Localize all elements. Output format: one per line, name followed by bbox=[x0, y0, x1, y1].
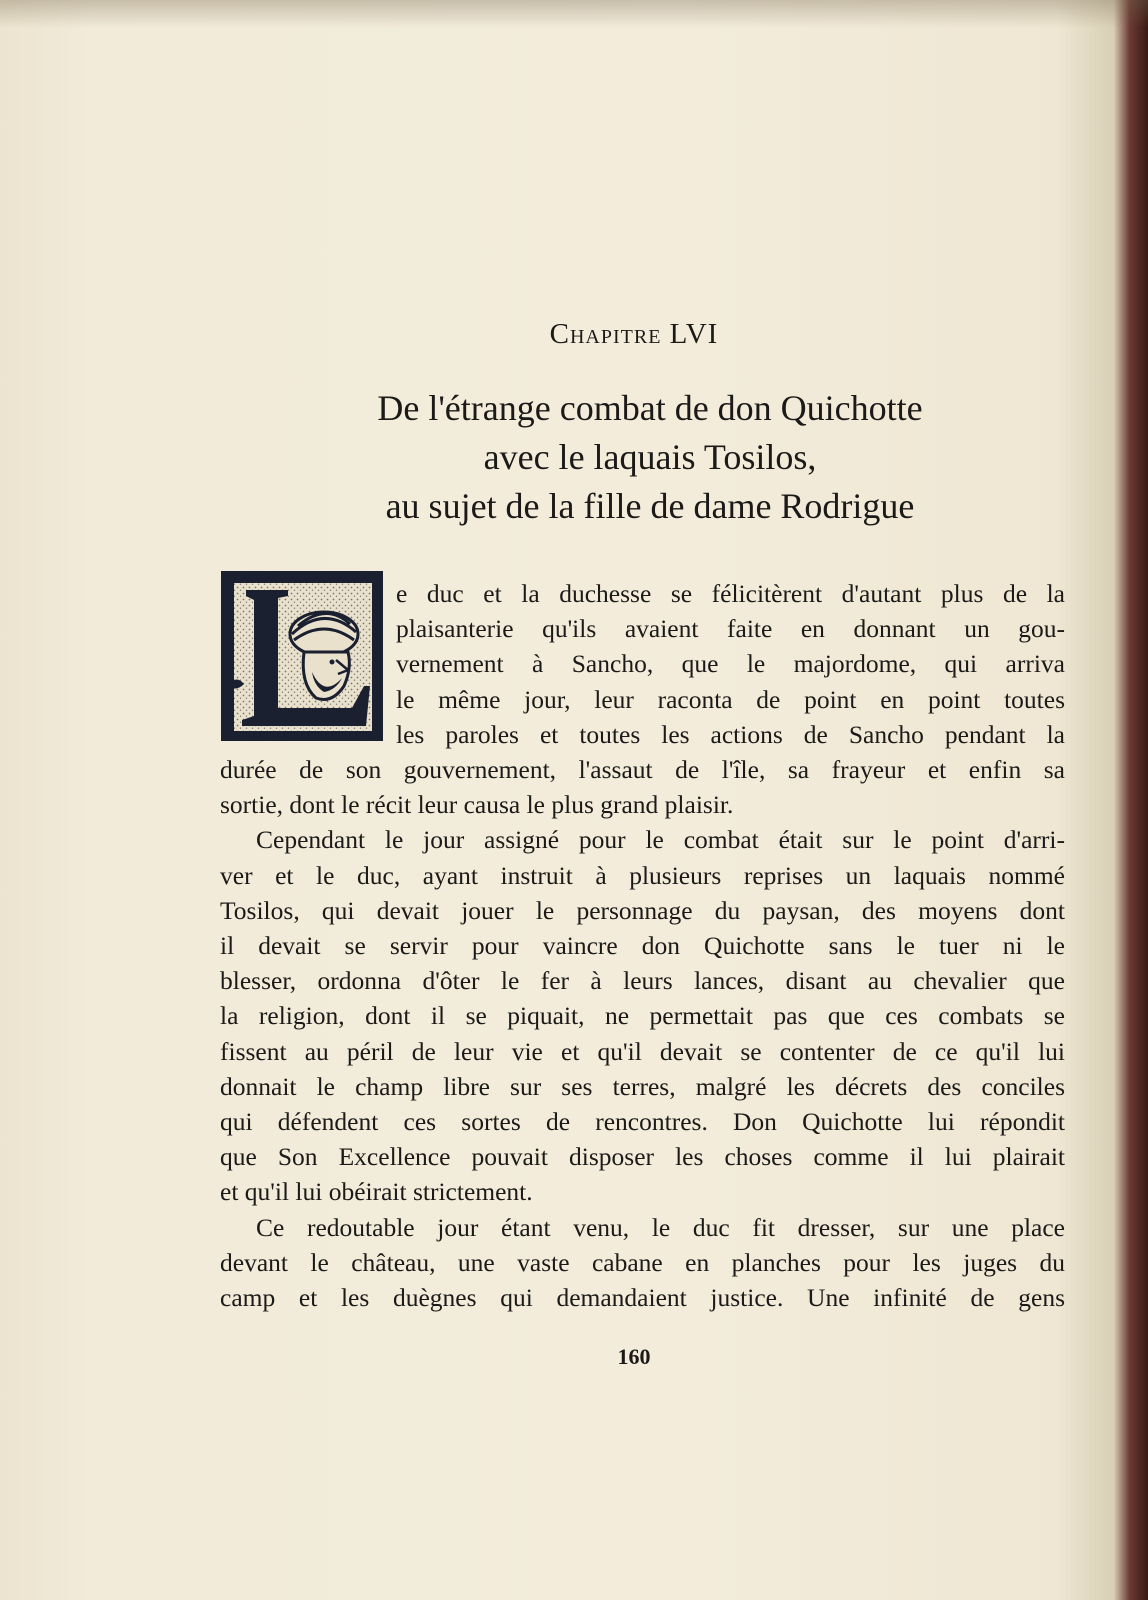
text-line: durée de son gouvernement, l'assaut de l'île, sa frayeur et enfin sa bbox=[220, 755, 1065, 785]
text-line: ver et le duc, ayant instruit à plusieurs reprises un laquais nommé bbox=[220, 860, 1065, 890]
text-line: Ce redoutable jour étant venu, le duc fit dresser, sur une place bbox=[256, 1212, 1065, 1242]
text-line: le même jour, leur raconta de point en point toutes bbox=[396, 684, 1065, 714]
text-line: plaisanterie qu'ils avaient faite en donnant un gou- bbox=[396, 614, 1065, 644]
text-line: vernement à Sancho, que le majordome, qui arriva bbox=[396, 649, 1065, 679]
text-line: la religion, dont il se piquait, ne permettait pas que ces combats se bbox=[220, 1001, 1065, 1031]
chapter-heading: Chapitre LVI bbox=[549, 318, 719, 350]
paragraph bbox=[220, 1210, 1065, 1316]
title-line: avec le laquais Tosilos, bbox=[483, 437, 817, 477]
text-line: e duc et la duchesse se félicitèrent d'autant plus de la bbox=[396, 579, 1065, 608]
chapter-title bbox=[300, 384, 1000, 531]
title-line: au sujet de la fille de dame Rodrigue bbox=[385, 486, 915, 526]
text-line: blesser, ordonna d'ôter le fer à leurs lances, disant au chevalier que bbox=[220, 966, 1065, 996]
page-number: 160 bbox=[617, 1344, 651, 1369]
body-text bbox=[220, 576, 1065, 1315]
text-line: sortie, dont le récit leur causa le plus grand plaisir. bbox=[220, 790, 734, 820]
text-line: Cependant le jour assigné pour le combat était sur le point d'arri- bbox=[256, 825, 1065, 855]
paragraph bbox=[220, 822, 1065, 1209]
title-line: De l'étrange combat de don Quichotte bbox=[377, 388, 923, 428]
text-line: fissent au péril de leur vie et qu'il devait se contenter de ce qu'il lui bbox=[220, 1036, 1065, 1066]
page-shadow bbox=[0, 0, 1148, 28]
text-line: donnait le champ libre sur ses terres, malgré les décrets des conciles bbox=[220, 1071, 1065, 1101]
text-line: que Son Excellence pouvait disposer les choses comme il lui plairait bbox=[220, 1142, 1065, 1172]
text-line: les paroles et toutes les actions de Sancho pendant la bbox=[396, 719, 1065, 749]
text-line: et qu'il lui obéirait strictement. bbox=[220, 1177, 533, 1207]
paragraph bbox=[220, 576, 1065, 822]
text-line: devant le château, une vaste cabane en planches pour les juges du bbox=[220, 1247, 1065, 1277]
text-line: il devait se servir pour vaincre don Quichotte sans le tuer ni le bbox=[220, 931, 1065, 961]
text-line: camp et les duègnes qui demandaient justice. Une infinité de gens bbox=[220, 1283, 1065, 1313]
text-line: qui défendent ces sortes de rencontres. Don Quichotte lui répondit bbox=[220, 1107, 1065, 1137]
text-line: Tosilos, qui devait jouer le personnage du paysan, des moyens dont bbox=[220, 895, 1065, 925]
